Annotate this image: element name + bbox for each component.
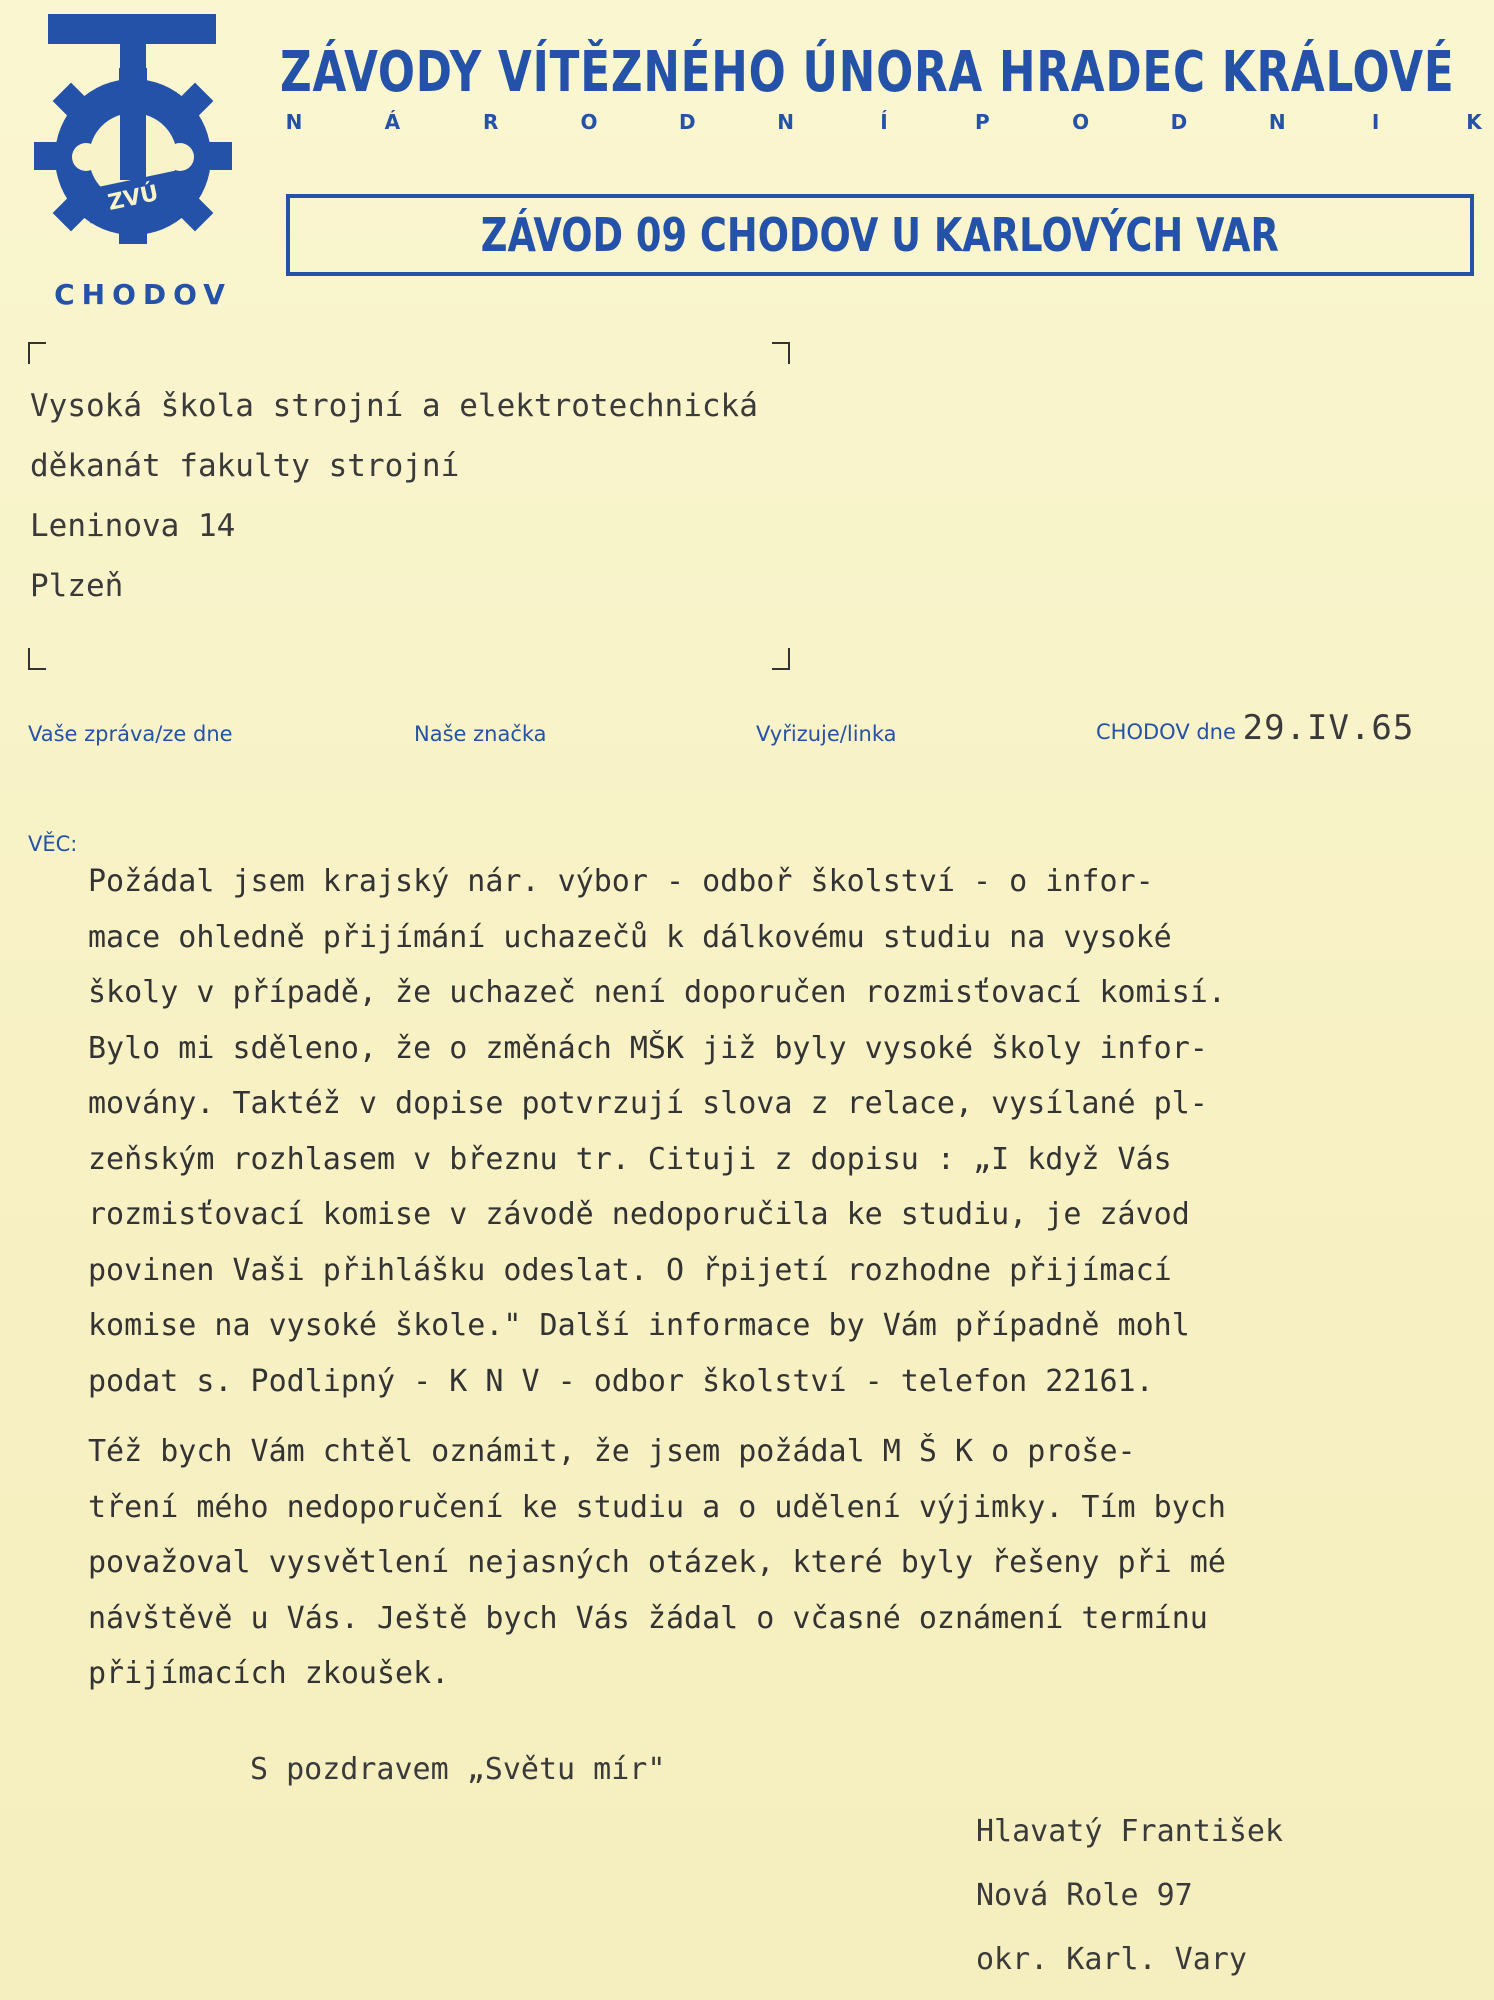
- date-line: [1096, 708, 1414, 748]
- body-line: přijímacích zkoušek.: [88, 1656, 450, 1691]
- enterprise-letter: Á: [384, 110, 401, 134]
- body-line: považoval vysvětlení nejasných otázek, které byly řešeny při mé: [88, 1545, 1226, 1580]
- body-paragraph-1: [88, 854, 1226, 1409]
- body-line: povinen Vaši přihlášku odeslat. O řpijetí rozhodne přijímací: [88, 1252, 1172, 1288]
- body-line: rozmisťovací komise v závodě nedoporučila ke studiu, je závod: [88, 1197, 1190, 1232]
- our-ref-label: Naše značka: [414, 722, 547, 746]
- address-corner-mark: [28, 648, 46, 670]
- body-paragraph-2: [88, 1424, 1226, 1702]
- place-label: CHODOV dne: [1096, 720, 1236, 744]
- signature-line: okr. Karl. Vary: [976, 1942, 1247, 1977]
- enterprise-letter: R: [482, 110, 499, 134]
- enterprise-letter: P: [974, 110, 990, 134]
- address-line: Vysoká škola strojní a elektrotechnická: [30, 388, 758, 424]
- logo-city: CHODOV: [54, 278, 232, 311]
- body-line: komise na vysoké škole." Další informace by Vám případně mohl: [88, 1308, 1190, 1343]
- body-line: návštěvě u Vás. Ještě bych Vás žádal o včasné oznámení termínu: [88, 1600, 1208, 1636]
- enterprise-letter: O: [580, 110, 598, 134]
- enterprise-letter: I: [1371, 110, 1380, 134]
- body-line: tření mého nedoporučení ke studiu a o udělení výjimky. Tím bych: [88, 1489, 1226, 1525]
- address-line: Plzeň: [30, 568, 124, 604]
- enterprise-letter: K: [1466, 110, 1482, 134]
- handled-by-label: Vyřizuje/linka: [756, 722, 897, 746]
- body-line: Též bych Vám chtěl oznámit, že jsem požádal M Š K o proše-: [88, 1434, 1136, 1469]
- enterprise-letter: N: [777, 110, 795, 134]
- company-logo: [28, 12, 238, 311]
- closing-greeting: S pozdravem „Světu mír": [250, 1752, 666, 1787]
- body-line: mace ohledně přijímání uchazečů k dálkovému studiu na vysoké: [88, 919, 1172, 955]
- address-corner-mark: [28, 342, 46, 364]
- signature-line: Nová Role 97: [976, 1878, 1193, 1913]
- enterprise-letter: D: [679, 110, 696, 134]
- address-corner-mark: [772, 342, 790, 364]
- body-line: movány. Taktéž v dopise potvrzují slova z relace, vysílané pl-: [88, 1086, 1208, 1121]
- plant-box: [286, 194, 1474, 276]
- signature-block: [976, 1800, 1283, 1992]
- body-line: zeňským rozhlasem v březnu tr. Cituji z dopisu : „I když Vás: [88, 1141, 1172, 1177]
- gear-hammer-icon: [28, 12, 238, 262]
- address-line: děkanát fakulty strojní: [30, 448, 460, 484]
- enterprise-letter: D: [1170, 110, 1188, 134]
- enterprise-letter: O: [1072, 110, 1090, 134]
- enterprise-letter: N: [1268, 110, 1286, 134]
- enterprise-type: [284, 110, 1484, 134]
- letter-date: 29.IV.65: [1242, 708, 1415, 748]
- address-line: Leninova 14: [30, 508, 236, 544]
- address-corner-mark: [772, 648, 790, 670]
- body-line: podat s. Podlipný - K N V - odbor školství - telefon 22161.: [88, 1363, 1154, 1399]
- signature-line: Hlavatý František: [976, 1814, 1284, 1849]
- recipient-address: [30, 376, 758, 616]
- enterprise-letter: Í: [880, 110, 888, 134]
- body-line: Bylo mi sděleno, že o změnách MŠK již byly vysoké školy infor-: [88, 1030, 1208, 1066]
- your-message-label: Vaše zpráva/ze dne: [28, 722, 233, 746]
- enterprise-letter: N: [285, 110, 303, 134]
- logo-text: ZVÚ: [105, 180, 161, 216]
- plant-name: ZÁVOD 09 CHODOV U KARLOVÝCH VAR: [480, 208, 1280, 262]
- company-name: ZÁVODY VÍTĚZNÉHO ÚNORA HRADEC KRÁLOVÉ: [280, 40, 1455, 105]
- subject-label: VĚC:: [28, 832, 78, 856]
- body-line: Požádal jsem krajský nár. výbor - odboř školství - o infor-: [88, 864, 1154, 899]
- body-line: školy v případě, že uchazeč není doporučen rozmisťovací komisí.: [88, 975, 1226, 1010]
